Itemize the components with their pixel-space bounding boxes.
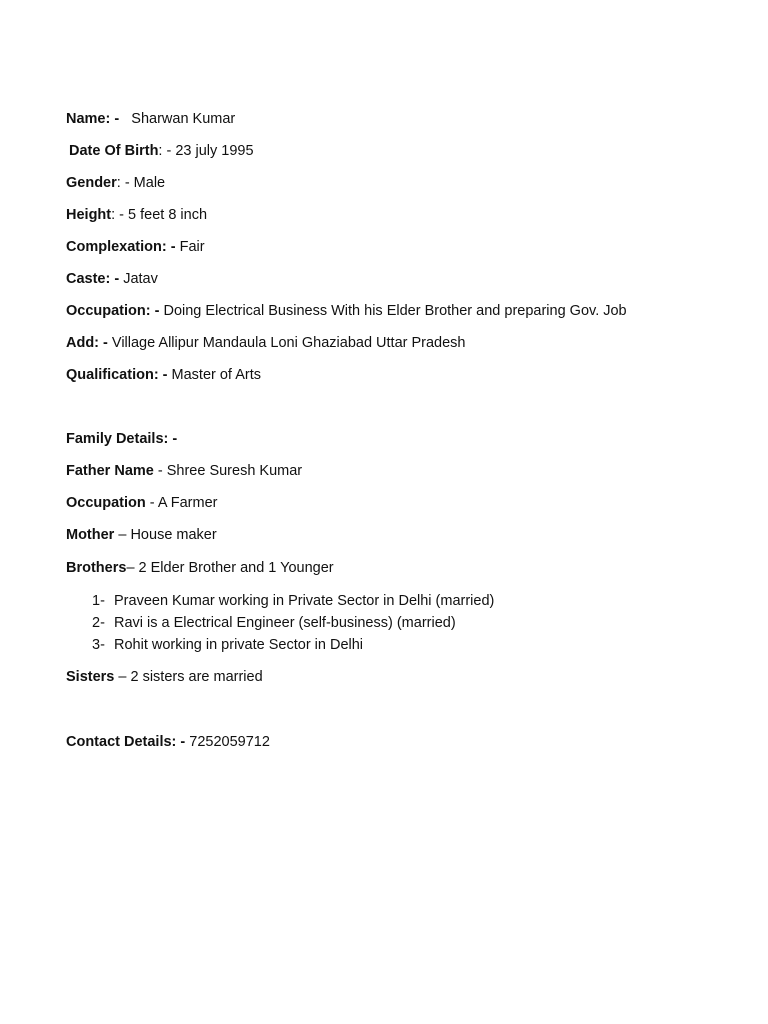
qualification-label: Qualification: - xyxy=(66,367,168,383)
name-row xyxy=(66,110,235,128)
height-row xyxy=(66,206,207,224)
list-item xyxy=(92,614,456,632)
gender-label: Gender xyxy=(66,175,117,191)
occupation-value: Doing Electrical Business With his Elder Brother and preparing Gov. Job xyxy=(159,303,627,319)
complexion-row xyxy=(66,238,205,256)
father-occupation-label: Occupation xyxy=(66,495,146,511)
list-item-text: Rohit working in private Sector in Delhi xyxy=(114,637,364,653)
dob-value: : - 23 july 1995 xyxy=(158,143,254,159)
father-occupation-row xyxy=(66,494,217,512)
name-label: Name: - xyxy=(66,111,120,127)
caste-value: Jatav xyxy=(119,271,158,287)
contact-value: 7252059712 xyxy=(185,734,270,750)
brothers-row xyxy=(66,559,334,577)
list-item-text: Praveen Kumar working in Private Sector in Delhi (married) xyxy=(114,593,495,609)
mother-label: Mother xyxy=(66,527,115,543)
gender-value: : - Male xyxy=(116,175,166,191)
list-item-number: 2- xyxy=(92,615,105,631)
family-heading xyxy=(66,430,177,448)
brothers-value: – 2 Elder Brother and 1 Younger xyxy=(126,560,334,576)
address-value: Village Allipur Mandaula Loni Ghaziabad Uttar Pradesh xyxy=(107,335,466,351)
height-value: : - 5 feet 8 inch xyxy=(111,207,208,223)
qualification-value: Master of Arts xyxy=(167,367,261,383)
complexion-value: Fair xyxy=(175,239,205,255)
sisters-label: Sisters xyxy=(66,669,115,685)
occupation-row xyxy=(66,302,627,320)
gender-row xyxy=(66,174,165,192)
contact-row xyxy=(66,733,270,751)
sisters-value: – 2 sisters are married xyxy=(114,669,263,685)
brothers-label: Brothers xyxy=(66,560,127,576)
complexion-label: Complexation: - xyxy=(66,239,176,255)
list-item-number: 3- xyxy=(92,637,105,653)
dob-label: Date Of Birth xyxy=(69,143,159,159)
father-occupation-value: - A Farmer xyxy=(145,495,218,511)
list-item-text: Ravi is a Electrical Engineer (self-business) (married) xyxy=(114,615,456,631)
father-value: - Shree Suresh Kumar xyxy=(153,463,303,479)
name-value: Sharwan Kumar xyxy=(131,111,236,127)
list-item xyxy=(92,592,494,610)
father-label: Father Name xyxy=(66,463,154,479)
caste-row xyxy=(66,270,158,288)
family-heading-label: Family Details: - xyxy=(66,431,178,447)
mother-row xyxy=(66,526,217,544)
contact-label: Contact Details: - xyxy=(66,734,186,750)
dob-row xyxy=(69,142,254,160)
height-label: Height xyxy=(66,207,112,223)
occupation-label: Occupation: - xyxy=(66,303,160,319)
address-row xyxy=(66,334,466,352)
mother-value: – House maker xyxy=(114,527,217,543)
qualification-row xyxy=(66,366,261,384)
caste-label: Caste: - xyxy=(66,271,120,287)
list-item xyxy=(92,636,363,654)
list-item-number: 1- xyxy=(92,593,105,609)
address-label: Add: - xyxy=(66,335,108,351)
father-row xyxy=(66,462,302,480)
sisters-row xyxy=(66,668,263,686)
